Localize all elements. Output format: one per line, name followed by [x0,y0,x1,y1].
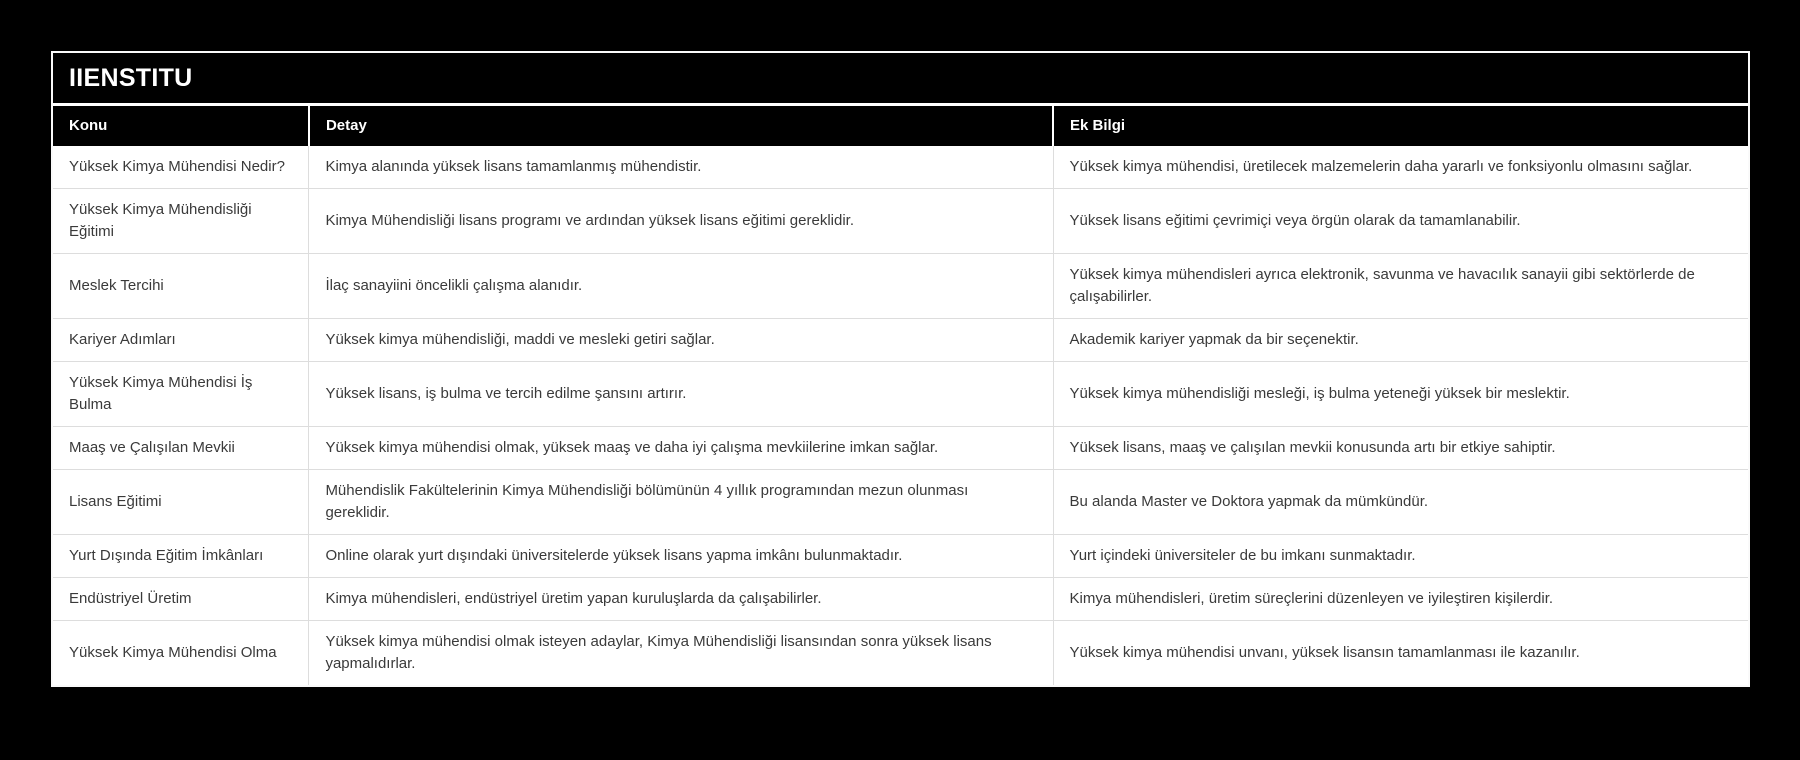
cell-ek-bilgi: Bu alanda Master ve Doktora yapmak da mümkündür. [1053,470,1748,535]
cell-konu: Yüksek Kimya Mühendisi İş Bulma [53,362,309,427]
cell-ek-bilgi: Yüksek lisans eğitimi çevrimiçi veya örgün olarak da tamamlanabilir. [1053,189,1748,254]
table-header-row [53,106,1748,146]
cell-konu: Yüksek Kimya Mühendisi Olma [53,621,309,686]
cell-konu: Yüksek Kimya Mühendisliği Eğitimi [53,189,309,254]
table-row [53,146,1748,189]
cell-detay: Mühendislik Fakültelerinin Kimya Mühendisliği bölümünün 4 yıllık programından mezun olunması gereklidir. [309,470,1053,535]
cell-konu: Yüksek Kimya Mühendisi Nedir? [53,146,309,189]
cell-detay: Kimya mühendisleri, endüstriyel üretim yapan kuruluşlarda da çalışabilirler. [309,578,1053,621]
cell-konu: Maaş ve Çalışılan Mevkii [53,427,309,470]
table-row [53,319,1748,362]
cell-detay: Yüksek kimya mühendisi olmak isteyen adaylar, Kimya Mühendisliği lisansından sonra yüksek lisans yapmalıdırlar. [309,621,1053,686]
cell-ek-bilgi: Yurt içindeki üniversiteler de bu imkanı sunmaktadır. [1053,535,1748,578]
cell-konu: Kariyer Adımları [53,319,309,362]
table-row [53,535,1748,578]
column-header-detay: Detay [309,106,1053,146]
table-header [53,106,1748,146]
content-card [51,51,1750,687]
cell-ek-bilgi: Yüksek kimya mühendisi, üretilecek malzemelerin daha yararlı ve fonksiyonlu olmasını sağlar. [1053,146,1748,189]
cell-detay: Online olarak yurt dışındaki üniversitelerde yüksek lisans yapma imkânı bulunmaktadır. [309,535,1053,578]
cell-konu: Endüstriyel Üretim [53,578,309,621]
table-row [53,470,1748,535]
cell-detay: Yüksek kimya mühendisi olmak, yüksek maaş ve daha iyi çalışma mevkiilerine imkan sağlar. [309,427,1053,470]
cell-ek-bilgi: Yüksek kimya mühendisliği mesleği, iş bulma yeteneği yüksek bir meslektir. [1053,362,1748,427]
cell-ek-bilgi: Akademik kariyer yapmak da bir seçenektir. [1053,319,1748,362]
cell-konu: Meslek Tercihi [53,254,309,319]
cell-ek-bilgi: Yüksek kimya mühendisleri ayrıca elektronik, savunma ve havacılık sanayii gibi sektörlerde de çalışabilirler. [1053,254,1748,319]
cell-konu: Yurt Dışında Eğitim İmkânları [53,535,309,578]
cell-ek-bilgi: Yüksek kimya mühendisi unvanı, yüksek lisansın tamamlanması ile kazanılır. [1053,621,1748,686]
table-row [53,362,1748,427]
cell-detay: Yüksek lisans, iş bulma ve tercih edilme şansını artırır. [309,362,1053,427]
cell-ek-bilgi: Yüksek lisans, maaş ve çalışılan mevkii konusunda artı bir etkiye sahiptir. [1053,427,1748,470]
cell-ek-bilgi: Kimya mühendisleri, üretim süreçlerini düzenleyen ve iyileştiren kişilerdir. [1053,578,1748,621]
column-header-konu: Konu [53,106,309,146]
cell-detay: İlaç sanayiini öncelikli çalışma alanıdır. [309,254,1053,319]
table-row [53,621,1748,686]
column-header-ek-bilgi: Ek Bilgi [1053,106,1748,146]
page-title: IIENSTITU [69,63,193,92]
info-table-body [53,146,1748,685]
info-table [53,106,1748,685]
table-row [53,189,1748,254]
table-row [53,254,1748,319]
table-title-bar [53,53,1748,103]
table-row [53,578,1748,621]
cell-detay: Kimya Mühendisliği lisans programı ve ardından yüksek lisans eğitimi gereklidir. [309,189,1053,254]
table-row [53,427,1748,470]
cell-detay: Kimya alanında yüksek lisans tamamlanmış mühendistir. [309,146,1053,189]
cell-detay: Yüksek kimya mühendisliği, maddi ve mesleki getiri sağlar. [309,319,1053,362]
cell-konu: Lisans Eğitimi [53,470,309,535]
